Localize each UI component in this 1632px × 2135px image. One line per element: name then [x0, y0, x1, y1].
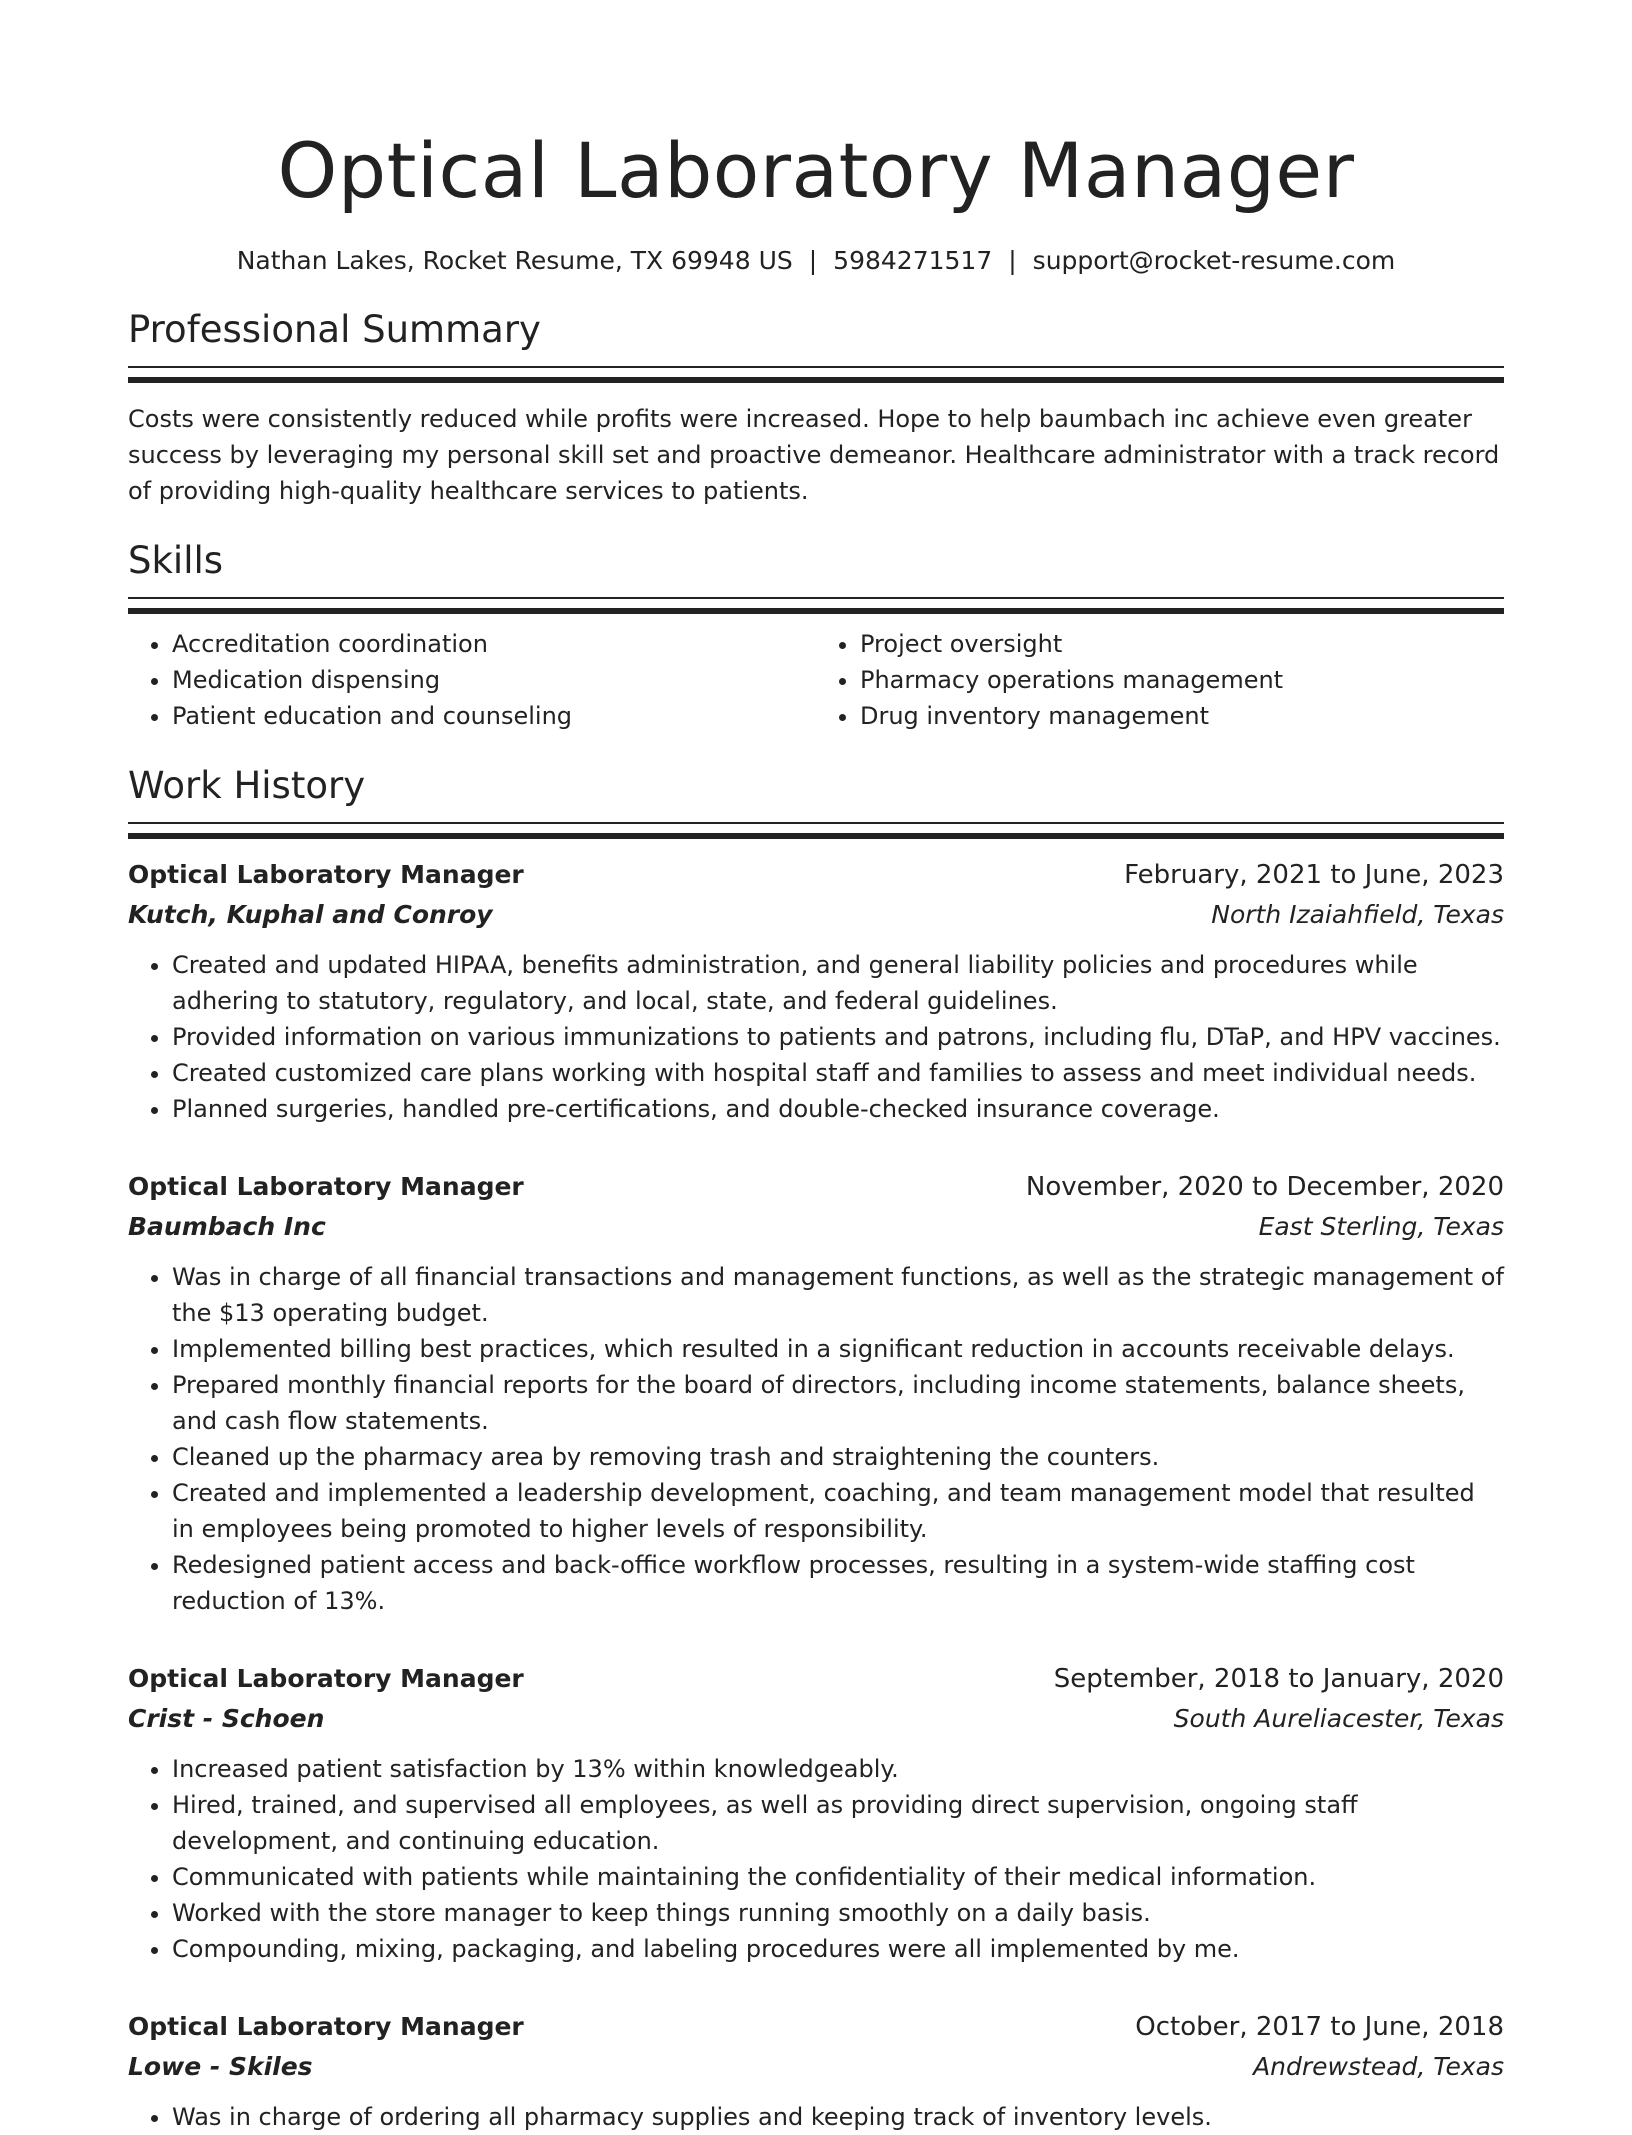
- job-title: Optical Laboratory Manager: [128, 1664, 524, 1693]
- job-title: Optical Laboratory Manager: [128, 2012, 524, 2041]
- summary-text: Costs were consistently reduced while profits were increased. Hope to help baumbach inc achieve even greater success by leveraging my personal skill set and proactive demeanor. Healthcare administrator with a track record of providing high-quality healthcare services to patients.: [128, 405, 1500, 505]
- job-company: Crist - Schoen: [128, 1704, 325, 1733]
- skill-item: • Accreditation coordination: [172, 626, 816, 662]
- summary-heading: Professional Summary: [128, 308, 541, 351]
- skills-heading: Skills: [128, 539, 224, 582]
- job-dates: October, 2017 to June, 2018: [1135, 2012, 1504, 2042]
- job-bullet: • Communicated with patients while maintaining the confidentiality of their medical information.: [172, 1859, 1504, 1895]
- job-bullet: • Hired, trained, and supervised all employees, as well as providing direct supervision, ongoing staff development, and continuing education.: [172, 1787, 1504, 1859]
- job-bullets: [128, 947, 1504, 1127]
- job-bullet: • Created and implemented a leadership development, coaching, and team management model that resulted in employees being promoted to higher levels of responsibility.: [172, 1475, 1504, 1547]
- job-location: South Aureliacester, Texas: [1173, 1704, 1504, 1733]
- job-entry: [128, 1659, 1504, 1967]
- job-bullets: [128, 1259, 1504, 1619]
- job-bullet: • Implemented billing best practices, which resulted in a significant reduction in accounts receivable delays.: [172, 1331, 1504, 1367]
- job-entry: [128, 855, 1504, 1127]
- job-dates: November, 2020 to December, 2020: [1025, 1172, 1504, 1202]
- job-header-row: [128, 2007, 1504, 2047]
- job-bullet: • Planned surgeries, handled pre-certifications, and double-checked insurance coverage.: [172, 1091, 1504, 1127]
- job-company: Lowe - Skiles: [128, 2052, 313, 2081]
- job-title: Optical Laboratory Manager: [128, 860, 524, 889]
- job-dates: February, 2021 to June, 2023: [1124, 860, 1504, 890]
- contact-address: Nathan Lakes, Rocket Resume, TX 69948 US: [236, 246, 793, 275]
- job-bullet: • Redesigned patient access and back-office workflow processes, resulting in a system-wide staffing cost reduction of 13%.: [172, 1547, 1504, 1619]
- job-bullet: • Was in charge of ordering all pharmacy supplies and keeping track of inventory levels.: [172, 2099, 1504, 2135]
- summary-section: [128, 306, 1504, 509]
- skills-section: [128, 537, 1504, 734]
- job-bullet: • Worked with the store manager to keep things running smoothly on a daily basis.: [172, 1895, 1504, 1931]
- job-title: Optical Laboratory Manager: [128, 1172, 524, 1201]
- contact-line: [128, 244, 1504, 278]
- skills-list-right: [816, 626, 1504, 734]
- section-divider: [128, 366, 1504, 377]
- job-bullet: • Created customized care plans working with hospital staff and families to assess and meet individual needs.: [172, 1055, 1504, 1091]
- section-divider: [128, 597, 1504, 608]
- job-company-row: [128, 1699, 1504, 1739]
- contact-phone: 5984271517: [833, 246, 993, 275]
- contact-separator: |: [808, 246, 818, 275]
- job-entry: [128, 2007, 1504, 2135]
- resume-title: Optical Laboratory Manager: [277, 126, 1355, 215]
- job-bullet: • Prepared monthly financial reports for the board of directors, including income statements, balance sheets, and cash flow statements.: [172, 1367, 1504, 1439]
- job-entry: [128, 1167, 1504, 1619]
- job-bullet: • Provided information on various immunizations to patients and patrons, including flu, DTaP, and HPV vaccines.: [172, 1019, 1504, 1055]
- job-bullet: • Increased patient satisfaction by 13% within knowledgeably.: [172, 1751, 1504, 1787]
- job-header-row: [128, 1167, 1504, 1207]
- contact-email: support@rocket-resume.com: [1032, 246, 1396, 275]
- job-bullet: • Cleaned up the pharmacy area by removing trash and straightening the counters.: [172, 1439, 1504, 1475]
- job-bullet: • Was in charge of all financial transactions and management functions, as well as the strategic management of the $13 operating budget.: [172, 1259, 1504, 1331]
- section-divider: [128, 822, 1504, 833]
- work-history-section: [128, 762, 1504, 2135]
- skill-item: • Patient education and counseling: [172, 698, 816, 734]
- job-company-row: [128, 895, 1504, 935]
- skill-item: • Medication dispensing: [172, 662, 816, 698]
- job-company-row: [128, 2047, 1504, 2087]
- job-company-row: [128, 1207, 1504, 1247]
- skills-columns: [128, 626, 1504, 734]
- skills-list-left: [128, 626, 816, 734]
- contact-separator: |: [1008, 246, 1017, 275]
- job-location: East Sterling, Texas: [1258, 1212, 1504, 1241]
- skill-item: • Project oversight: [860, 626, 1504, 662]
- job-bullet: • Created and updated HIPAA, benefits administration, and general liability policies and procedures while adhering to statutory, regulatory, and local, state, and federal guidelines.: [172, 947, 1504, 1019]
- job-location: North Izaiahfield, Texas: [1211, 900, 1504, 929]
- job-location: Andrewstead, Texas: [1253, 2052, 1504, 2081]
- skill-item: • Drug inventory management: [860, 698, 1504, 734]
- job-company: Baumbach Inc: [128, 1212, 326, 1241]
- job-header-row: [128, 1659, 1504, 1699]
- job-dates: September, 2018 to January, 2020: [1053, 1664, 1504, 1694]
- job-header-row: [128, 855, 1504, 895]
- work-history-heading: Work History: [128, 764, 366, 807]
- job-bullets: [128, 2099, 1504, 2135]
- job-bullet: • Compounding, mixing, packaging, and labeling procedures were all implemented by me.: [172, 1931, 1504, 1967]
- job-company: Kutch, Kuphal and Conroy: [128, 900, 493, 929]
- skill-item: • Pharmacy operations management: [860, 662, 1504, 698]
- job-bullets: [128, 1751, 1504, 1967]
